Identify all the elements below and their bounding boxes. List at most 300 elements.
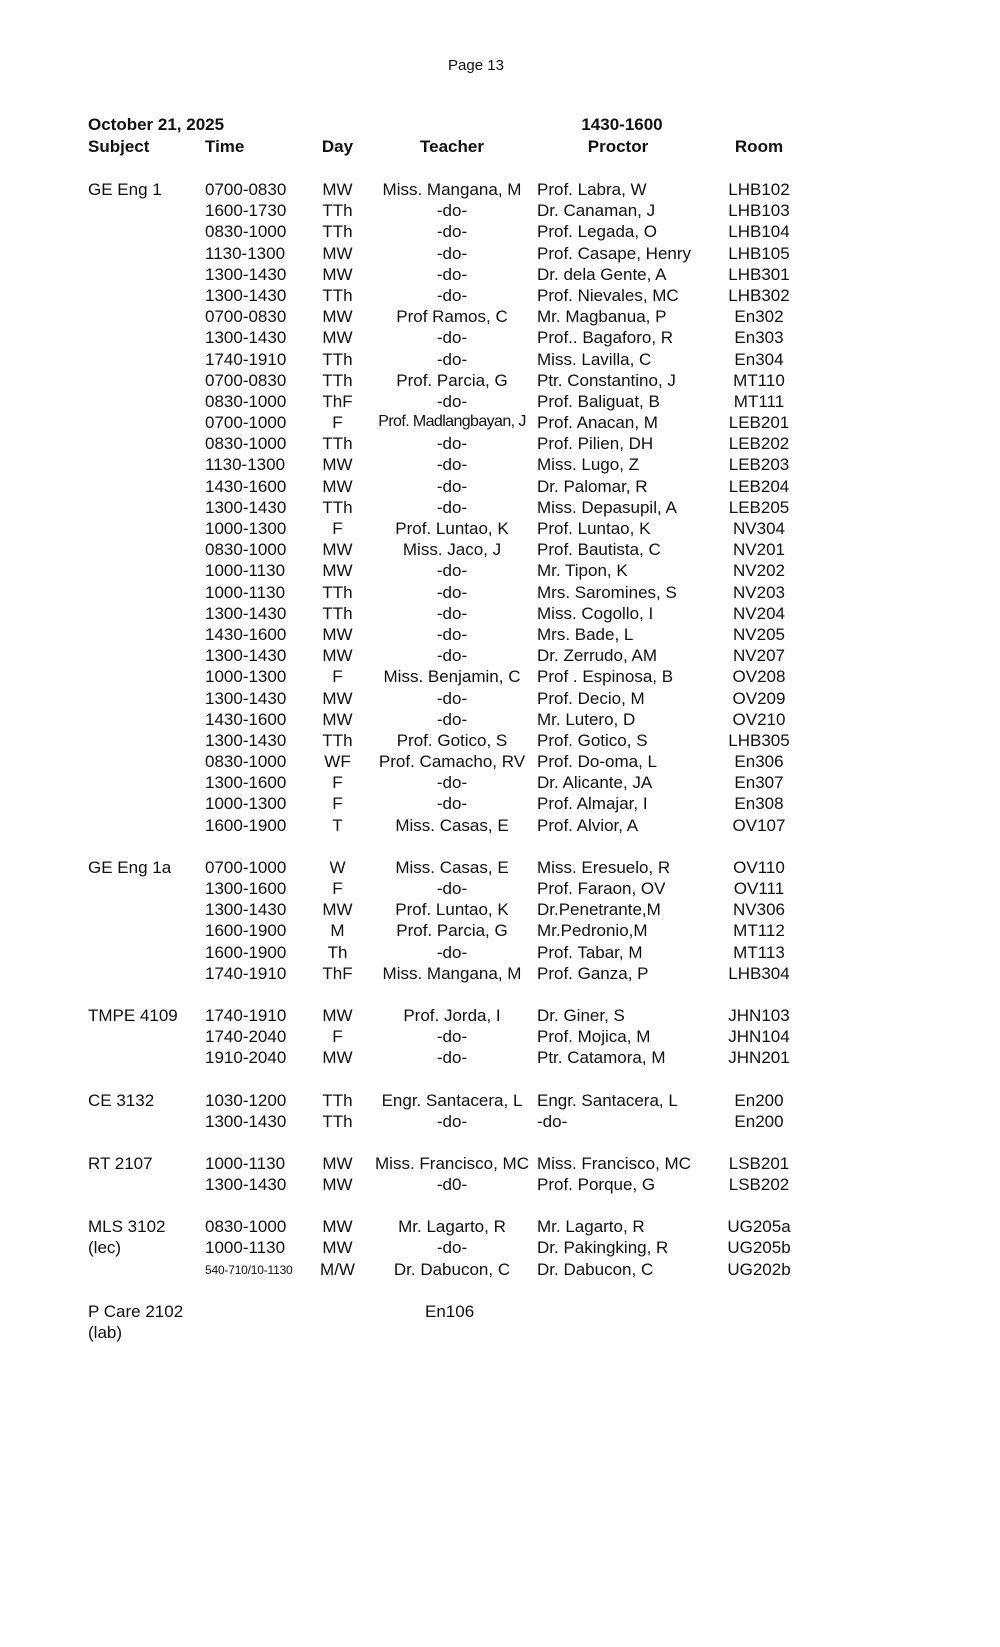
day-cell: MW <box>322 1048 353 1068</box>
proctor-cell: Dr. dela Gente, A <box>537 264 667 284</box>
room-cell: En200 <box>734 1111 784 1131</box>
proctor-cell: Prof. Faraon, OV <box>537 879 666 898</box>
header-room: Room <box>734 137 784 156</box>
day-cell: F <box>332 413 343 433</box>
room-cell: OV107 <box>732 815 786 835</box>
table-row <box>88 244 848 265</box>
day-cell: TTh <box>322 582 353 602</box>
proctor-cell: Dr. Pakingking, R <box>537 1238 669 1258</box>
day-cell: TTh <box>322 1111 353 1131</box>
proctor-cell: Dr. Alicante, JA <box>537 773 653 793</box>
teacher-cell: Prof. Parcia, G <box>396 370 508 390</box>
day-cell: F <box>332 1027 343 1047</box>
time-cell: 1910-2040 <box>205 1048 287 1068</box>
subject-code: MLS 3102 <box>88 1217 166 1237</box>
teacher-cell: -do- <box>436 285 468 305</box>
subject-note: (lec) <box>88 1238 122 1258</box>
table-row <box>88 816 848 837</box>
subject-group <box>88 1006 848 1070</box>
proctor-cell: Miss. Eresuelo, R <box>537 857 671 877</box>
room-cell: OV111 <box>733 879 785 898</box>
room-cell: JHN103 <box>728 1005 790 1025</box>
proctor-cell: Dr. Giner, S <box>537 1005 625 1025</box>
room-cell: En200 <box>734 1090 784 1110</box>
proctor-cell: Dr. Zerrudo, AM <box>537 646 657 666</box>
proctor-cell: Prof. Almajar, I <box>537 794 648 814</box>
time-cell: 1130-1300 <box>205 243 286 263</box>
table-row <box>88 392 848 413</box>
table-row <box>88 752 848 773</box>
day-cell: TTh <box>322 1090 353 1110</box>
table-row <box>88 413 848 434</box>
teacher-cell: Prof. Camacho, RV <box>378 752 526 772</box>
proctor-cell: Miss. Cogollo, I <box>537 603 654 623</box>
table-row <box>88 964 848 985</box>
teacher-cell: -do- <box>436 942 468 962</box>
room-cell: NV205 <box>733 624 785 644</box>
time-cell: 0830-1000 <box>205 1217 287 1237</box>
table-row <box>88 498 848 519</box>
time-cell: 1300-1430 <box>205 328 287 348</box>
time-cell: 1300-1430 <box>205 264 287 284</box>
teacher-cell: -do- <box>436 582 468 602</box>
day-cell: MW <box>322 688 353 708</box>
time-cell: 1300-1430 <box>205 1175 287 1195</box>
day-cell: MW <box>322 561 353 581</box>
time-cell: 0700-0830 <box>205 180 287 199</box>
teacher-cell: -d0- <box>436 1175 468 1195</box>
table-row <box>88 1175 848 1196</box>
room-cell: NV306 <box>733 900 785 920</box>
time-cell: 0700-1000 <box>205 413 287 433</box>
proctor-cell: Prof. Gotico, S <box>537 730 648 750</box>
subject-group <box>88 180 848 837</box>
teacher-cell: -do- <box>436 349 468 369</box>
page-number: Page 13 <box>448 57 504 74</box>
room-cell: LHB104 <box>728 222 790 242</box>
teacher-cell: Engr. Santacera, L <box>381 1090 523 1110</box>
time-cell: 1430-1600 <box>205 709 287 729</box>
time-cell: 1300-1430 <box>205 730 287 750</box>
room-cell: LHB103 <box>728 201 790 221</box>
room-cell: OV209 <box>732 688 786 708</box>
proctor-cell: Prof. Baliguat, B <box>537 391 660 411</box>
day-cell: F <box>332 773 343 793</box>
exam-date: October 21, 2025 <box>88 115 225 134</box>
room-cell: LSB201 <box>728 1153 790 1173</box>
day-cell: TTh <box>322 497 353 517</box>
table-row <box>88 477 848 498</box>
proctor-cell: Prof. Labra, W <box>537 180 647 199</box>
room-cell: NV204 <box>733 603 785 623</box>
table-row <box>88 773 848 794</box>
table-row <box>88 1027 848 1048</box>
table-row <box>88 561 848 582</box>
day-cell: ThF <box>322 391 353 411</box>
day-cell: TTh <box>322 603 353 623</box>
day-cell: TTh <box>322 285 353 305</box>
table-row <box>88 286 848 307</box>
room-cell: MT111 <box>733 391 785 411</box>
time-cell: 1300-1430 <box>205 688 287 708</box>
table-row <box>88 519 848 540</box>
subject-group-pcare <box>88 1302 848 1344</box>
table-row <box>88 371 848 392</box>
teacher-cell: -do- <box>436 879 468 898</box>
proctor-cell: Dr. Palomar, R <box>537 476 648 496</box>
room-cell: En306 <box>734 752 784 772</box>
teacher-cell: Prof. Parcia, G <box>396 921 508 941</box>
subject-group <box>88 1091 848 1133</box>
teacher-cell: -do- <box>436 794 468 814</box>
day-cell: TTh <box>322 349 353 369</box>
day-cell: MW <box>322 476 353 496</box>
table-row <box>88 667 848 688</box>
day-cell: TTh <box>322 730 353 750</box>
proctor-cell: Dr.Penetrante,M <box>537 900 661 920</box>
table-row <box>88 1154 848 1175</box>
time-cell: 0700-0830 <box>205 370 287 390</box>
proctor-cell: Miss. Lugo, Z <box>537 455 640 475</box>
table-row <box>88 201 848 222</box>
table-row <box>88 180 848 201</box>
day-cell: MW <box>322 1238 353 1258</box>
time-cell: 0830-1000 <box>205 222 287 242</box>
day-cell: WF <box>324 752 351 772</box>
day-cell: MW <box>322 1153 353 1173</box>
time-cell: 1300-1430 <box>205 1111 287 1131</box>
header-time: Time <box>205 137 245 156</box>
teacher-cell: -do- <box>436 201 468 221</box>
time-cell: 1740-1910 <box>205 349 287 369</box>
subject-group <box>88 1217 848 1281</box>
room-cell: LEB202 <box>728 434 790 454</box>
teacher-cell: -do- <box>436 709 468 729</box>
table-row <box>88 646 848 667</box>
proctor-cell: -do- <box>537 1111 568 1131</box>
table-row <box>88 689 848 710</box>
teacher-cell: Mr. Lagarto, R <box>398 1217 506 1237</box>
time-cell: 1300-1430 <box>205 646 287 666</box>
time-cell: 1740-2040 <box>205 1027 287 1047</box>
time-cell: 1740-1910 <box>205 963 287 983</box>
day-cell: MW <box>322 264 353 284</box>
time-cell: 0830-1000 <box>205 391 287 411</box>
time-cell: 1000-1300 <box>205 794 287 814</box>
table-row <box>88 710 848 731</box>
teacher-cell: -do- <box>436 1048 468 1068</box>
schedule-table <box>88 180 848 1365</box>
proctor-cell: Prof. Luntao, K <box>537 519 651 538</box>
room-cell: MT110 <box>733 370 785 390</box>
time-cell: 1600-1900 <box>205 815 287 835</box>
proctor-cell: Mrs. Bade, L <box>537 624 634 644</box>
teacher-cell: Miss. Jaco, J <box>402 540 502 560</box>
time-cell: 1300-1430 <box>205 603 287 623</box>
day-cell: MW <box>322 900 353 920</box>
time-cell: 1000-1300 <box>205 667 287 687</box>
teacher-cell: Miss. Casas, E <box>395 857 509 877</box>
day-cell: TTh <box>322 201 353 221</box>
room-cell: LEB205 <box>728 497 790 517</box>
room-cell: LHB305 <box>728 730 790 750</box>
time-cell: 540-710/10-1130 <box>205 1262 293 1277</box>
table-row <box>88 434 848 455</box>
room-cell: UG205a <box>727 1217 791 1237</box>
proctor-cell: Prof. Tabar, M <box>537 942 643 962</box>
time-cell: 1130-1300 <box>205 455 286 475</box>
table-row <box>88 1323 848 1344</box>
time-cell: 1000-1130 <box>205 1153 286 1173</box>
room-cell: NV201 <box>733 540 785 560</box>
day-cell: M <box>330 921 345 941</box>
time-cell: 1430-1600 <box>205 476 287 496</box>
subject-code: GE Eng 1a <box>88 857 172 877</box>
day-cell: MW <box>322 455 353 475</box>
table-row <box>88 625 848 646</box>
proctor-cell: Prof. Ganza, P <box>537 963 649 983</box>
time-cell: 1300-1600 <box>205 773 287 793</box>
day-cell: F <box>332 519 343 538</box>
time-cell: 1030-1200 <box>205 1090 287 1110</box>
teacher-cell: -do- <box>436 497 468 517</box>
day-cell: F <box>332 667 343 687</box>
day-cell: MW <box>322 1005 353 1025</box>
room-cell: OV110 <box>733 857 785 877</box>
time-cell: 0830-1000 <box>205 434 287 454</box>
exam-time-slot: 1430-1600 <box>581 115 663 134</box>
room-cell: LHB302 <box>728 285 790 305</box>
table-row <box>88 794 848 815</box>
room-cell: OV210 <box>732 709 786 729</box>
table-row <box>88 858 848 879</box>
day-cell: T <box>332 815 343 835</box>
time-cell: 1430-1600 <box>205 624 287 644</box>
teacher-cell: -do- <box>436 603 468 623</box>
table-row <box>88 1238 848 1259</box>
proctor-cell: Prof. Casape, Henry <box>537 243 692 263</box>
proctor-cell: Prof. Nievales, MC <box>537 285 679 305</box>
day-cell: MW <box>322 624 353 644</box>
day-cell: F <box>332 794 343 814</box>
table-row <box>88 943 848 964</box>
time-cell: 0700-1000 <box>205 857 287 877</box>
time-cell: 1600-1900 <box>205 942 287 962</box>
subject-note: (lab) <box>88 1323 123 1342</box>
time-cell: 1740-1910 <box>205 1005 287 1025</box>
subject-code: P Care 2102 <box>88 1301 184 1321</box>
teacher-cell: -do- <box>436 243 468 263</box>
day-cell: TTh <box>322 370 353 390</box>
time-cell: 0830-1000 <box>205 752 287 772</box>
header-proctor: Proctor <box>587 137 649 156</box>
time-cell: 0700-0830 <box>205 307 287 327</box>
teacher-cell: -do- <box>436 434 468 454</box>
room-cell: LEB203 <box>728 455 790 475</box>
time-cell: 1300-1600 <box>205 879 287 898</box>
table-row <box>88 350 848 371</box>
time-cell: 1000-1300 <box>205 519 287 538</box>
day-cell: MW <box>322 1175 353 1195</box>
time-cell: 1300-1430 <box>205 900 287 920</box>
room-cell: En307 <box>734 773 784 793</box>
proctor-cell: Dr. Canaman, J <box>537 201 656 221</box>
table-row <box>88 265 848 286</box>
time-cell: 1000-1130 <box>205 561 286 581</box>
table-row <box>88 900 848 921</box>
teacher-cell: -do- <box>436 1238 468 1258</box>
day-cell: W <box>329 857 346 877</box>
room-cell: UG202b <box>727 1259 791 1279</box>
teacher-cell: -do- <box>436 391 468 411</box>
proctor-cell: Ptr. Constantino, J <box>537 370 676 390</box>
teacher-cell: Miss. Mangana, M <box>382 180 522 199</box>
teacher-cell: -do- <box>436 1027 468 1047</box>
teacher-cell: Dr. Dabucon, C <box>393 1259 511 1279</box>
table-row <box>88 1048 848 1069</box>
subject-code: CE 3132 <box>88 1090 155 1110</box>
teacher-cell: Prof. Luntao, K <box>395 519 509 538</box>
room-cell: LHB105 <box>728 243 790 263</box>
table-row <box>88 540 848 561</box>
subject-code: TMPE 4109 <box>88 1005 178 1025</box>
table-row <box>88 921 848 942</box>
day-cell: MW <box>322 709 353 729</box>
proctor-cell: Prof . Espinosa, B <box>537 667 674 687</box>
day-cell: MW <box>322 180 353 199</box>
table-row <box>88 222 848 243</box>
proctor-cell: Prof. Legada, O <box>537 222 658 242</box>
table-row <box>88 1260 848 1281</box>
header-day: Day <box>321 137 354 156</box>
table-row <box>88 879 848 900</box>
teacher-cell: -do- <box>436 624 468 644</box>
day-cell: MW <box>322 1217 353 1237</box>
room-cell: NV202 <box>733 561 785 581</box>
table-row <box>88 1112 848 1133</box>
proctor-cell: Prof. Porque, G <box>537 1175 656 1195</box>
time-cell: 1000-1130 <box>205 582 286 602</box>
table-row <box>88 1217 848 1238</box>
proctor-cell: Prof. Anacan, M <box>537 413 658 433</box>
header-teacher: Teacher <box>420 137 484 156</box>
room-cell: LSB202 <box>728 1175 790 1195</box>
table-row <box>88 455 848 476</box>
teacher-cell: -do- <box>436 773 468 793</box>
proctor-cell: Dr. Dabucon, C <box>537 1259 654 1279</box>
day-cell: F <box>332 879 343 898</box>
room-cell: En308 <box>734 794 784 814</box>
room-cell: JHN201 <box>728 1048 790 1068</box>
proctor-cell: Miss. Depasupil, A <box>537 497 677 517</box>
time-cell: 1000-1130 <box>205 1238 286 1258</box>
room-cell: LEB204 <box>728 476 790 496</box>
room-cell: En304 <box>734 349 784 369</box>
teacher-cell: Miss. Casas, E <box>395 815 509 835</box>
header-subject: Subject <box>88 137 150 156</box>
room-cell: NV304 <box>733 519 785 538</box>
proctor-cell: Mr. Lutero, D <box>537 709 636 729</box>
proctor-cell: Prof. Alvior, A <box>537 815 639 835</box>
teacher-cell: Prof. Gotico, S <box>396 730 508 750</box>
subject-code: GE Eng 1 <box>88 180 162 199</box>
room-cell: En106 <box>425 1301 475 1321</box>
table-row <box>88 583 848 604</box>
time-cell: 1300-1430 <box>205 497 287 517</box>
table-row <box>88 307 848 328</box>
proctor-cell: Prof. Do-oma, L <box>537 752 657 772</box>
day-cell: M/W <box>320 1259 355 1279</box>
room-cell: NV207 <box>733 646 785 666</box>
day-cell: MW <box>322 243 353 263</box>
proctor-cell: Prof. Pilien, DH <box>537 434 654 454</box>
day-cell: ThF <box>322 963 353 983</box>
teacher-cell: Miss. Benjamin, C <box>383 667 521 687</box>
teacher-cell: Prof. Madlangbayan, J <box>378 413 526 431</box>
teacher-cell: -do- <box>436 222 468 242</box>
teacher-cell: Prof. Luntao, K <box>395 900 509 920</box>
teacher-cell: Miss. Mangana, M <box>382 963 522 983</box>
subject-group <box>88 1154 848 1196</box>
table-row <box>88 1006 848 1027</box>
proctor-cell: Mr. Magbanua, P <box>537 307 667 327</box>
proctor-cell: Engr. Santacera, L <box>537 1090 678 1110</box>
proctor-cell: Mr. Tipon, K <box>537 561 628 581</box>
proctor-cell: Ptr. Catamora, M <box>537 1048 666 1068</box>
room-cell: En302 <box>734 307 784 327</box>
room-cell: MT112 <box>733 921 785 941</box>
room-cell: LHB102 <box>728 180 790 199</box>
day-cell: TTh <box>322 434 353 454</box>
teacher-cell: -do- <box>436 646 468 666</box>
table-row <box>88 604 848 625</box>
table-row <box>88 731 848 752</box>
teacher-cell: -do- <box>436 561 468 581</box>
room-cell: MT113 <box>733 942 785 962</box>
table-row <box>88 1302 848 1323</box>
proctor-cell: Mrs. Saromines, S <box>537 582 677 602</box>
table-row <box>88 1091 848 1112</box>
proctor-cell: Prof. Mojica, M <box>537 1027 651 1047</box>
proctor-cell: Prof. Bautista, C <box>537 540 661 560</box>
time-cell: 1300-1430 <box>205 285 287 305</box>
time-cell: 1600-1900 <box>205 921 287 941</box>
teacher-cell: -do- <box>436 476 468 496</box>
column-headers <box>88 137 848 159</box>
proctor-cell: Mr.Pedronio,M <box>537 921 648 941</box>
room-cell: En303 <box>734 328 784 348</box>
day-cell: Th <box>327 942 348 962</box>
room-cell: LEB201 <box>728 413 790 433</box>
proctor-cell: Prof. Decio, M <box>537 688 645 708</box>
time-cell: 0830-1000 <box>205 540 287 560</box>
teacher-cell: Miss. Francisco, MC <box>375 1153 529 1173</box>
subject-code: RT 2107 <box>88 1153 153 1173</box>
room-cell: UG205b <box>727 1238 791 1258</box>
room-cell: LHB304 <box>728 963 790 983</box>
time-cell: 1600-1730 <box>205 201 287 221</box>
proctor-cell: Miss. Lavilla, C <box>537 349 652 369</box>
day-cell: MW <box>322 540 353 560</box>
room-cell: NV203 <box>733 582 785 602</box>
teacher-cell: -do- <box>436 264 468 284</box>
day-cell: MW <box>322 328 353 348</box>
proctor-cell: Miss. Francisco, MC <box>537 1153 691 1173</box>
proctor-cell: Mr. Lagarto, R <box>537 1217 645 1237</box>
teacher-cell: -do- <box>436 455 468 475</box>
day-cell: MW <box>322 307 353 327</box>
room-cell: JHN104 <box>728 1027 790 1047</box>
